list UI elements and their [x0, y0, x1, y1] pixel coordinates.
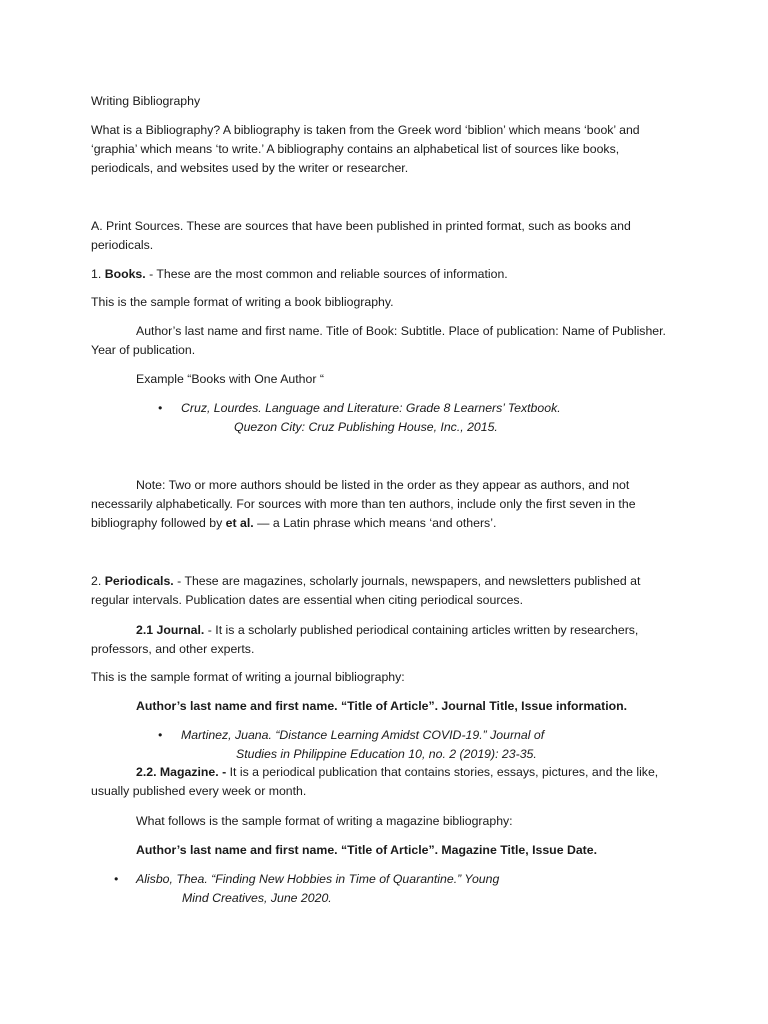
journal-example-line-1: Martinez, Juana. “Distance Learning Amidst COVID-19.” Journal of	[181, 728, 545, 742]
magazine-example-line-1: Alisbo, Thea. “Finding New Hobbies in Time of Quarantine.” Young	[136, 872, 500, 886]
periodicals-paragraph	[91, 572, 671, 610]
periodicals-label: Periodicals.	[104, 574, 174, 588]
intro-paragraph: What is a Bibliography? A bibliography is taken from the Greek word ‘biblion’ which means ‘book’ and ‘graphia’ which means ‘to write.’ A bibliography contains an alphabetical list of sources like books, periodicals, and websites used by the writer or researcher.	[91, 123, 640, 175]
journal-description: - It is a scholarly published periodical containing articles written by researchers, professors, and other experts.	[91, 623, 639, 656]
books-paragraph	[91, 265, 671, 284]
note-et-al: et al.	[225, 516, 254, 530]
journal-example-line-2: Studies in Philippine Education 10, no. 2 (2019): 23-35.	[236, 747, 537, 761]
print-sources-paragraph: A. Print Sources. These are sources that have been published in printed format, such as books and periodicals.	[91, 219, 631, 252]
periodicals-description: - These are magazines, scholarly journals, newspapers, and newsletters published at regular intervals. Publication dates are essential when citing periodical sources.	[91, 574, 641, 607]
magazine-example-citation	[136, 870, 616, 908]
magazine-paragraph	[91, 763, 671, 801]
book-example-line-2: Quezon City: Cruz Publishing House, Inc., 2015.	[234, 420, 498, 434]
journal-paragraph	[91, 621, 671, 659]
book-format: Author’s last name and first name. Title of Book: Subtitle. Place of publication: Name of Publisher. Year of publication.	[91, 324, 666, 357]
note-text-2: — a Latin phrase which means ‘and others’.	[253, 516, 497, 530]
book-example-label: Example “Books with One Author “	[136, 372, 324, 386]
book-sample-intro: This is the sample format of writing a book bibliography.	[91, 295, 394, 309]
magazine-example-bullet: •	[114, 872, 119, 886]
periodicals-number: 2.	[91, 574, 102, 588]
journal-label: 2.1 Journal.	[136, 623, 205, 637]
document-title: Writing Bibliography	[91, 94, 201, 108]
journal-example-bullet: •	[158, 728, 163, 742]
journal-sample-intro: This is the sample format of writing a journal bibliography:	[91, 670, 405, 684]
magazine-format: Author’s last name and first name. “Title of Article”. Magazine Title, Issue Date.	[136, 843, 598, 857]
books-label: Books.	[104, 267, 146, 281]
journal-format: Author’s last name and first name. “Title of Article”. Journal Title, Issue information.	[136, 699, 628, 713]
authors-note-paragraph	[91, 476, 671, 533]
magazine-label: 2.2. Magazine. -	[136, 765, 227, 779]
magazine-example-line-2: Mind Creatives, June 2020.	[182, 891, 332, 905]
magazine-description: It is a periodical publication that contains stories, essays, pictures, and the like, usually published every week or month.	[91, 765, 659, 798]
journal-example-citation	[181, 726, 661, 764]
book-example-bullet: •	[158, 401, 163, 415]
books-description: - These are the most common and reliable sources of information.	[145, 267, 508, 281]
note-text-1: Note: Two or more authors should be listed in the order as they appear as authors, and not necessarily alphabetically. For sources with more than ten authors, include only the first seven in the bibliography followed by	[91, 478, 636, 530]
books-number: 1.	[91, 267, 102, 281]
book-example-line-1: Cruz, Lourdes. Language and Literature: Grade 8 Learners’ Textbook.	[181, 401, 561, 415]
magazine-sample-intro: What follows is the sample format of writing a magazine bibliography:	[136, 814, 513, 828]
book-example-citation	[181, 399, 661, 437]
